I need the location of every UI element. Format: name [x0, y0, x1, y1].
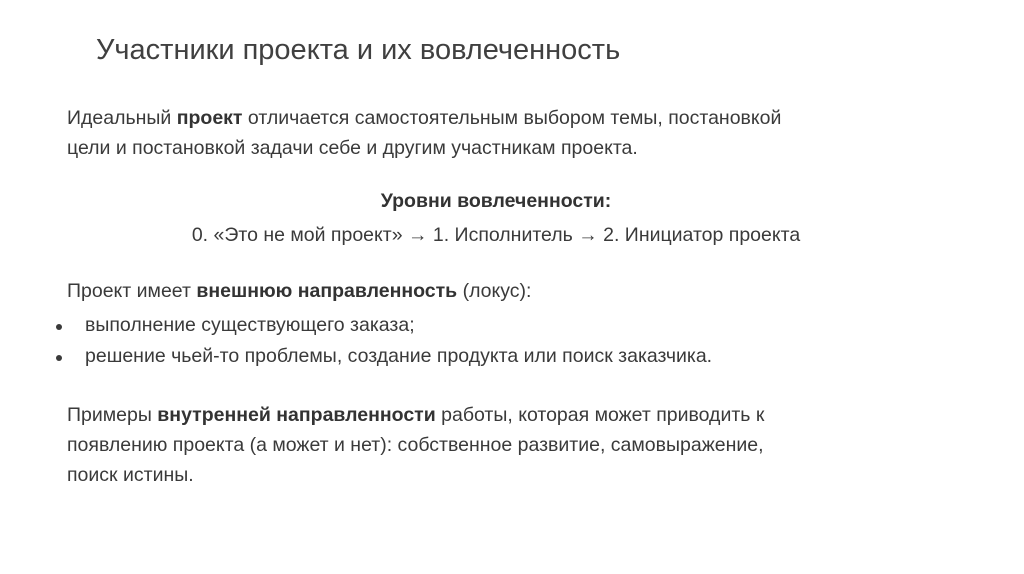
intro-paragraph	[67, 103, 947, 163]
levels-sequence: 0. «Это не мой проект» → 1. Исполнитель → 2. Инициатор проекта	[191, 224, 801, 246]
internal-line-1-pre: Примеры	[67, 404, 158, 426]
external-pre: Проект имеет	[67, 280, 197, 302]
bullet-item	[56, 310, 712, 341]
external-post: (локус):	[457, 280, 532, 302]
internal-line-2: появлению проекта (а может и нет): собственное развитие, самовыражение,	[67, 434, 764, 456]
bullet-item	[56, 341, 712, 372]
external-bold: внешнюю направленность	[196, 280, 458, 302]
intro-line-1-pre: Идеальный	[67, 107, 177, 129]
intro-line-1-post: отличается самостоятельным выбором темы, постановкой	[242, 107, 782, 129]
bullet-text: выполнение существующего заказа;	[85, 314, 415, 336]
bullet-text: решение чьей-то проблемы, создание продукта или поиск заказчика.	[85, 345, 713, 367]
external-bullet-list	[56, 310, 712, 372]
internal-line-1-post: работы, которая может приводить к	[435, 404, 765, 426]
bullet-dot-icon	[56, 355, 62, 361]
intro-line-2: цели и постановкой задачи себе и другим участникам проекта.	[67, 137, 638, 159]
intro-line-1	[67, 103, 947, 133]
internal-bold: внутренней направленности	[157, 404, 436, 426]
internal-line-1	[67, 400, 967, 430]
intro-bold-project: проект	[176, 107, 243, 129]
bullet-dot-icon	[56, 324, 62, 330]
internal-line-3: поиск истины.	[67, 464, 194, 486]
external-focus-line	[67, 276, 531, 306]
levels-heading: Уровни вовлеченности:	[380, 190, 612, 212]
internal-paragraph	[67, 400, 967, 490]
slide-title: Участники проекта и их вовлеченность	[96, 34, 621, 66]
